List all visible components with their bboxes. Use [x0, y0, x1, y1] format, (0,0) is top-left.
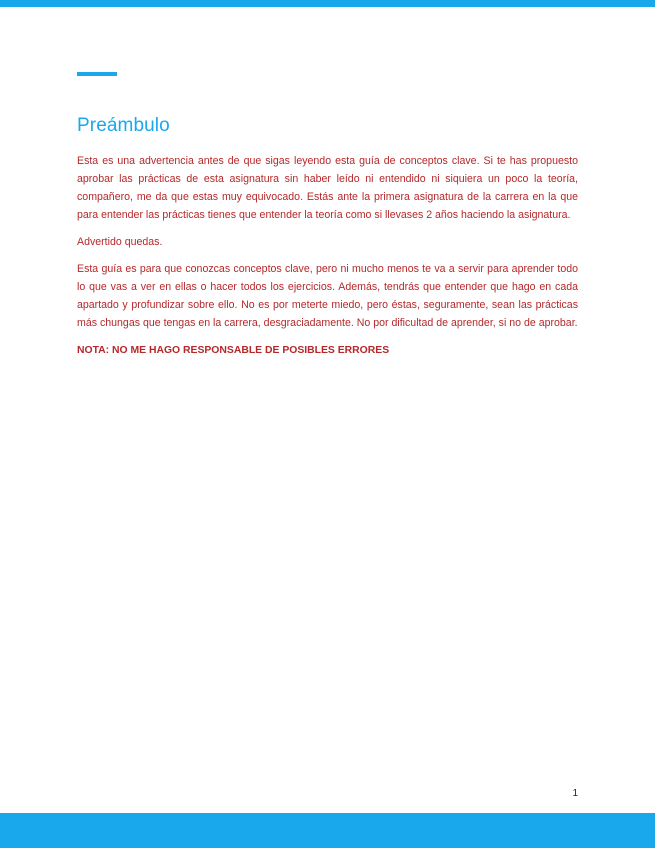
paragraph-guide-purpose: Esta guía es para que conozcas conceptos clave, pero ni mucho menos te va a servir para aprender todo lo que vas a ver en ellas o hacer todos los ejercicios. Además, tendrás que entender que hago en cada apartado y profundizar sobre ello. No es por meterte miedo, pero éstas, seguramente, sean las prácticas más chungas que tengas en la carrera, desgraciadamente. No por dificultad de aprender, si no de aprobar.	[77, 263, 578, 329]
bottom-accent-bar	[0, 813, 655, 848]
title-accent-rule	[77, 72, 117, 76]
paragraph-warned: Advertido quedas.	[77, 236, 163, 248]
top-accent-bar	[0, 0, 655, 7]
page-number: 1	[572, 788, 578, 799]
disclaimer-note: NOTA: NO ME HAGO RESPONSABLE DE POSIBLES ERRORES	[77, 345, 390, 356]
paragraph-warning: Esta es una advertencia antes de que sigas leyendo esta guía de conceptos clave. Si te has propuesto aprobar las prácticas de esta asignatura sin haber leído ni entendido ni siquiera un poco la teoría, compañero, me da que estas muy equivocado. Estás ante la primera asignatura de la carrera en la que para entender las prácticas tienes que entender la teoría como si llevases 2 años haciendo la asignatura.	[77, 155, 578, 221]
page-title: Preámbulo	[77, 115, 170, 136]
document-body	[77, 152, 578, 369]
